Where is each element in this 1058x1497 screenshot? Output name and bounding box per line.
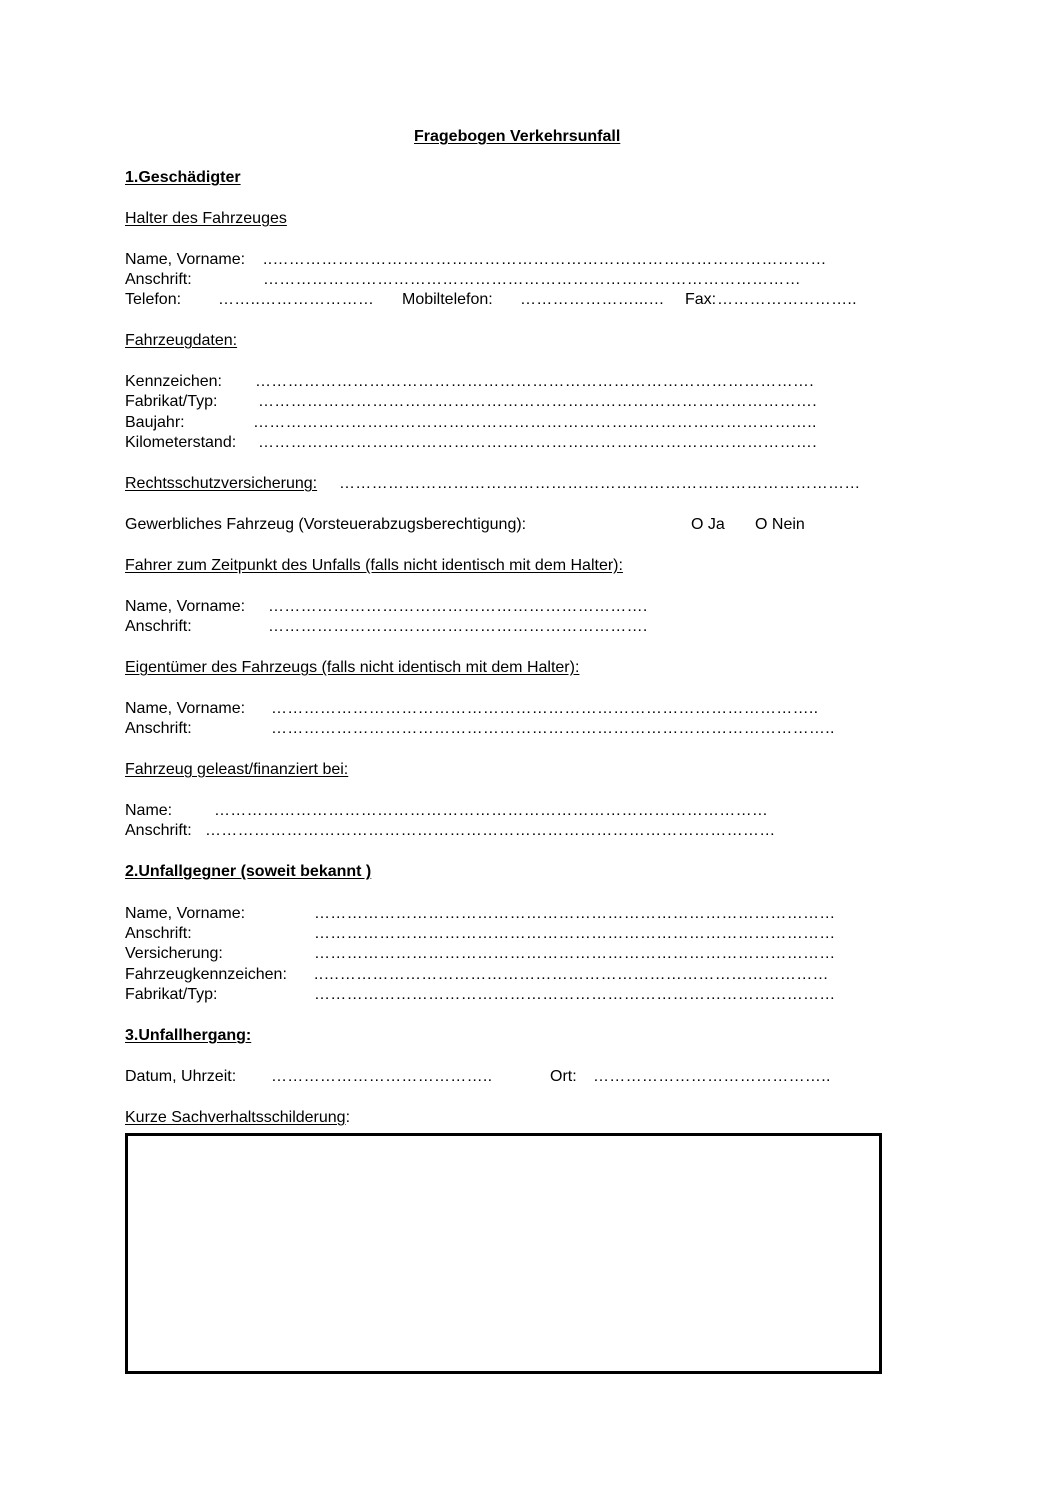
owner-phone-label: Telefon: xyxy=(125,291,182,308)
commercial-vehicle-label: Gewerbliches Fahrzeug (Vorsteuerabzugsberechtigung): xyxy=(125,516,527,533)
driver-heading: Fahrer zum Zeitpunkt des Unfalls (falls nicht identisch mit dem Halter): xyxy=(125,557,623,574)
place-field[interactable]: …………………………………….. xyxy=(593,1068,831,1085)
legal-insurance-field[interactable]: …………………………………………………………………………………… xyxy=(339,475,861,492)
legal-insurance-label: Rechtsschutzversicherung: xyxy=(125,475,318,492)
summary-label-wrap xyxy=(125,1108,350,1128)
plate-label: Kennzeichen: xyxy=(125,373,222,390)
section-1-heading: 1.Geschädigter xyxy=(125,169,241,186)
owner-heading: Halter des Fahrzeuges xyxy=(125,210,287,227)
summary-textbox[interactable] xyxy=(125,1133,882,1374)
document-title: Fragebogen Verkehrsunfall xyxy=(414,128,621,145)
summary-label: Kurze Sachverhaltsschilderung xyxy=(125,1109,346,1126)
driver-address-field[interactable]: ……………………………………………………………. xyxy=(268,618,648,635)
owner-address-label: Anschrift: xyxy=(125,271,192,288)
plate-field[interactable]: …………………………………………………………………………………………. xyxy=(255,373,814,390)
year-field[interactable]: ………………………………………………………………………………………….. xyxy=(253,414,817,431)
vehicle-owner-address-field[interactable]: ………………………………………………………………………………………….. xyxy=(271,720,835,737)
opponent-name-field[interactable]: …………………………………………………………………………………… xyxy=(314,905,836,922)
vehicle-owner-name-label: Name, Vorname: xyxy=(125,700,246,717)
vehicle-owner-heading: Eigentümer des Fahrzeugs (falls nicht identisch mit dem Halter): xyxy=(125,659,580,676)
option-yes[interactable]: O Ja xyxy=(691,516,725,533)
summary-colon: : xyxy=(345,1109,351,1126)
opponent-make-field[interactable]: …………………………………………………………………………………… xyxy=(314,986,836,1003)
owner-fax-field[interactable]: …………………….. xyxy=(717,291,857,308)
opponent-plate-field[interactable]: ..………………………………………………………………………………… xyxy=(314,966,829,983)
date-time-field[interactable]: ………………………………….. xyxy=(271,1068,493,1085)
section-3-heading: 3.Unfallhergang: xyxy=(125,1027,252,1044)
make-label: Fabrikat/Typ: xyxy=(125,393,218,410)
driver-name-field[interactable]: ……………………………………………………………. xyxy=(268,598,648,615)
opponent-address-field[interactable]: …………………………………………………………………………………… xyxy=(314,925,836,942)
driver-name-label: Name, Vorname: xyxy=(125,598,246,615)
driver-address-label: Anschrift: xyxy=(125,618,192,635)
opponent-make-label: Fabrikat/Typ: xyxy=(125,986,218,1003)
vehicle-owner-address-label: Anschrift: xyxy=(125,720,192,737)
owner-mobile-field[interactable]: …………………...… xyxy=(520,291,665,308)
owner-name-label: Name, Vorname: xyxy=(125,251,246,268)
owner-mobile-label: Mobiltelefon: xyxy=(402,291,493,308)
year-label: Baujahr: xyxy=(125,414,185,431)
leasing-name-field[interactable]: ………………………………………………………………………………………… xyxy=(214,802,769,819)
owner-phone-field[interactable]: ……..………………… xyxy=(218,291,375,308)
vehicle-owner-name-field[interactable]: ……………………………………………………………………………………….. xyxy=(271,700,819,717)
opponent-insurance-field[interactable]: …………………………………………………………………………………… xyxy=(314,945,836,962)
leasing-name-label: Name: xyxy=(125,802,173,819)
date-time-label: Datum, Uhrzeit: xyxy=(125,1068,237,1085)
owner-address-field[interactable]: ……………………………………………………………………………………… xyxy=(263,271,801,288)
opponent-plate-label: Fahrzeugkennzeichen: xyxy=(125,966,287,983)
leasing-address-label: Anschrift: xyxy=(125,822,192,839)
section-2-heading: 2.Unfallgegner (soweit bekannt ) xyxy=(125,863,372,880)
owner-fax-label: Fax: xyxy=(685,291,717,308)
opponent-address-label: Anschrift: xyxy=(125,925,192,942)
leasing-address-field[interactable]: …………………………………………………………………………………………… xyxy=(205,822,776,839)
vehicle-data-heading: Fahrzeugdaten: xyxy=(125,332,238,349)
mileage-label: Kilometerstand: xyxy=(125,434,237,451)
opponent-insurance-label: Versicherung: xyxy=(125,945,223,962)
leasing-heading: Fahrzeug geleast/finanziert bei: xyxy=(125,761,349,778)
owner-name-field[interactable]: ..………………………………………………………………………………………… xyxy=(263,251,827,268)
opponent-name-label: Name, Vorname: xyxy=(125,905,246,922)
mileage-field[interactable]: …………………………………………………………………………………………. xyxy=(258,434,817,451)
place-label: Ort: xyxy=(550,1068,577,1085)
make-field[interactable]: …………………………………………………………………………………………. xyxy=(258,393,817,410)
option-no[interactable]: O Nein xyxy=(755,516,805,533)
